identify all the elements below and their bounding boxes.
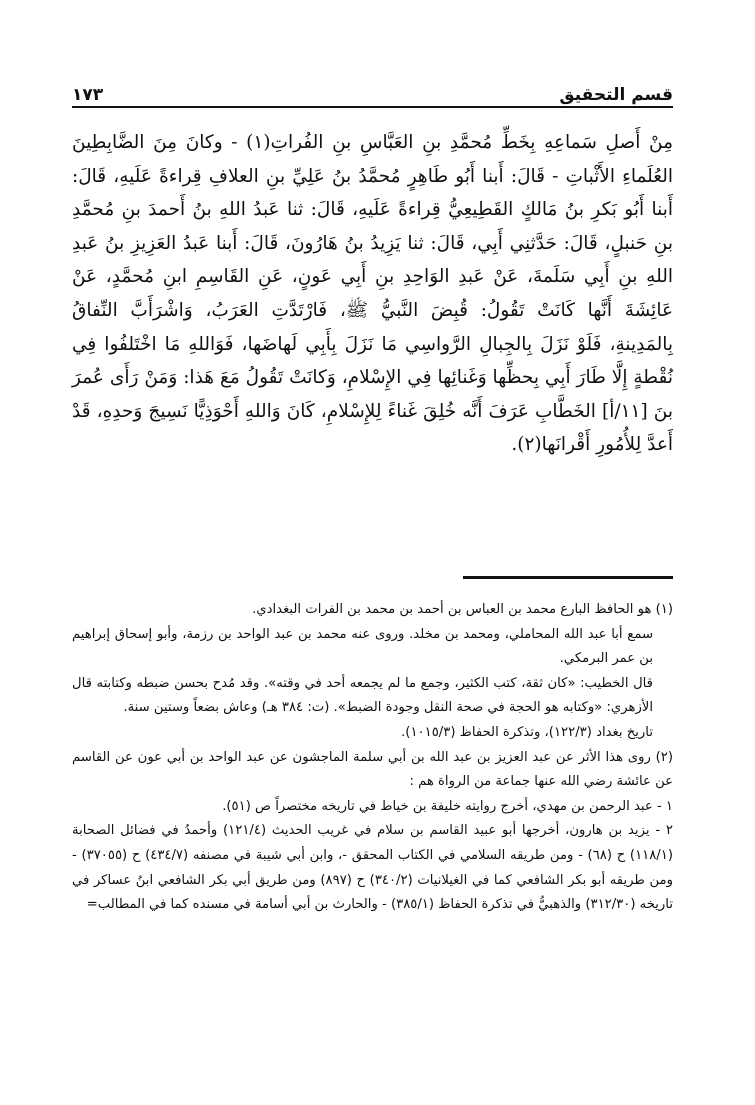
footnote-2-list-item: ١ - عبد الرحمن بن مهدي، أخرج روايته خليفة بن خياط في تاريخه مختصراً ص (٥١). [222, 798, 673, 814]
footnote-1-paragraph: تاريخ بغداد (١٢٢/٣)، وتذكرة الحفاظ (١٠١٥/٣). [401, 724, 653, 740]
footnote-separator [463, 576, 673, 579]
page-header [72, 76, 673, 106]
main-text [72, 126, 673, 462]
section-title: قسم التحقيق [559, 85, 673, 105]
main-paragraph: مِنْ أَصلِ سَماعِهِ بِخَطِّ مُحمَّدِ بنِ العَبَّاسِ بنِ الفُراتِ(١) - وكانَ مِنَ الضَّابِطِينَ العُلَماءِ الأَثْباتِ - قَالَ: أَبنا أَبُو طَاهِرٍ مُحمَّدُ بنُ عَلِيِّ بنِ العلافِ قِراءةً عَلَيهِ، قَالَ: أَبنا أَبُو بَكرِ بنُ مَالكٍ القَطِيعِيُّ قِراءةً عَلَيهِ، قَالَ: ثنا عَبدُ اللهِ بنُ أَحمدَ بنِ مُحمَّدِ بنِ حَنبلٍ، قَالَ: حَدَّثنِي أَبِي، قَالَ: ثنا يَزِيدُ بنُ هَارُونَ، قَالَ: أَبنا عَبدُ العَزِيزِ بنُ عَبدِ اللهِ بنِ أَبِي سَلَمةَ، عَنْ عَبدِ الوَاحِدِ بنِ أَبِي عَونٍ، عَنِ القَاسِمِ ابنِ مُحمَّدٍ، عَنْ عَائِشَةَ أَنَّها كَانَتْ تَقُولُ: قُبِضَ النَّبيُّ ﷺ، فَارْتَدَّتِ العَرَبُ، وَاشْرَأَبَّ النِّفاقُ بِالمَدِينةِ، فَلَوْ نَزَلَ بِالجِبالِ الرَّواسِي مَا نَزَلَ بِأَبِي لَهاضَها، فَوَاللهِ مَا اخْتَلفُوا فِي نُقْطةٍ إِلَّا طَارَ أَبِي بِحظِّها وَغَنائِها فِي الإِسْلامِ، وَكانَتْ تَقُولُ مَعَ هَذا: وَمَنْ رَأَى عُمرَ بنَ [١١/أ] الخَطَّابِ عَرَفَ أَنَّه خُلِقَ غَناءً لِلإِسْلامِ، كَانَ وَاللهِ أَحْوَذِيًّا نَسِيجَ وَحدِهِ، قَدْ أَعدَّ لِلأُمُورِ أَقْرانَها(٢). [72, 132, 673, 456]
footnote-2-list-item: ٢ - يزيد بن هارون، أخرجها أبو عبيد القاسم بن سلام في غريب الحديث (١٢١/٤) وأحمدُ في فضائل الصحابة (١١٨/١) ح (٦٨) - ومن طريقه السلامي في الكتاب المحقق -، وابن أبي شيبة في مصنفه (٤٣٤/٧) ح (٣٧٠٥٥) - ومن طريقه أبو بكر الشافعي كما في الغيلانيات (٣٤٠/٢) ح (٨٩٧) ومن طريق أبي بكر الشافعي ابنُ عساكر في تاريخه (٣١٢/٣٠) والذهبيُّ في تذكرة الحفاظ (٣٨٥/١) - والحارث بن أبي أسامة في مسنده كما في المطالب= [72, 823, 673, 913]
header-rule [72, 106, 673, 108]
footnote-1-title: (١) هو الحافظ البارع محمد بن العباس بن أحمد بن محمد بن الفرات البغدادي. [252, 602, 673, 617]
footnotes [72, 598, 673, 918]
footnote-1-paragraph: قال الخطيب: «كان ثقة، كتب الكثير، وجمع ما لم يجمعه أحد في وقته». وقد مُدح بحسن ضبطه وكتابته قال الأزهري: «وكتابه هو الحجة في صحة النقل وجودة الضبط». (ت: ٣٨٤ هـ) وعاش بضعاً وستين سنة. [72, 675, 653, 716]
footnote-1-paragraph: سمع أبا عبد الله المحاملي، ومحمد بن مخلد. وروى عنه محمد بن عبد الواحد بن رزمة، وأبو إسحاق إبراهيم بن عمر البرمكي. [72, 626, 653, 667]
page-number: ١٧٣ [72, 85, 104, 105]
footnote-2-title: (٢) روى هذا الأثر عن عبد العزيز بن عبد الله بن أبي سلمة الماجشون عن عبد الواحد بن أبي عون عن القاسم عن عائشة رضي الله عنها جماعة من الرواة هم : [72, 749, 673, 790]
